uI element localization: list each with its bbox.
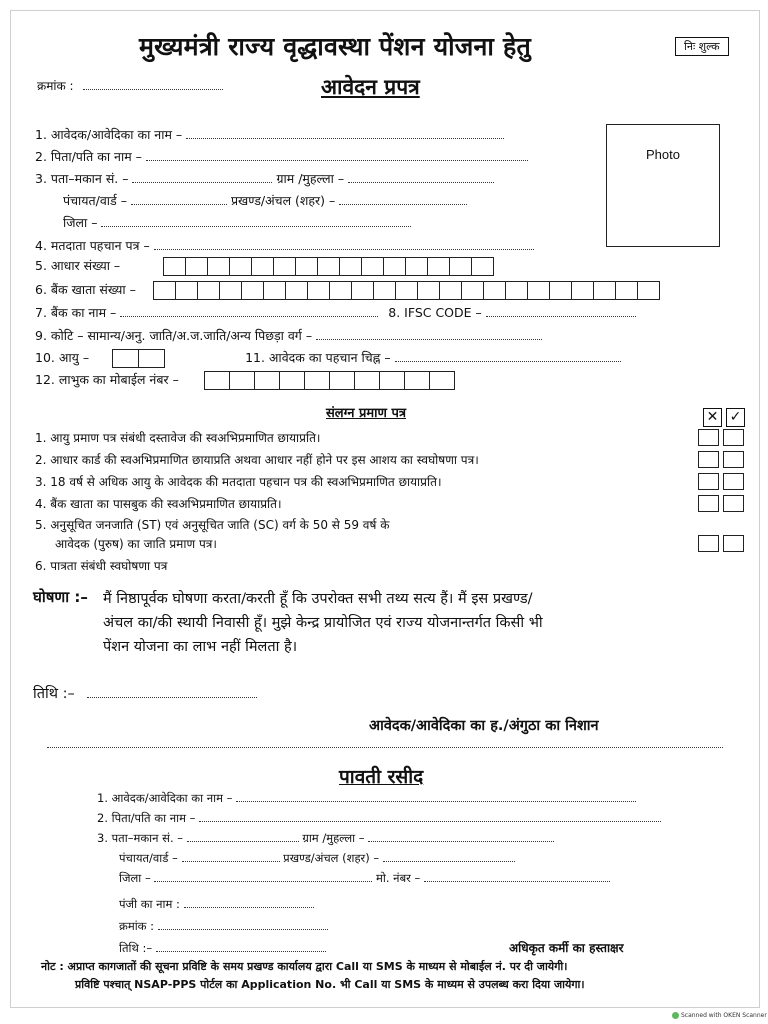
- address-line2[interactable]: [63, 192, 467, 209]
- register-field[interactable]: [119, 897, 314, 912]
- date-label: तिथि :–: [33, 686, 75, 702]
- attachment-item: 2. आधार कार्ड की स्वअभिप्रमाणित छायाप्रति अथवा आधार नहीं होने पर इस आशय का स्वघोषणा पत्र।: [35, 453, 479, 467]
- serial-field[interactable]: [37, 77, 223, 94]
- attachment-item: 4. बैंक खाता का पासबुक की स्वअभिप्रमाणित छायाप्रति।: [35, 497, 282, 511]
- scanner-watermark: [672, 1012, 767, 1019]
- mobile-label: 12. लाभुक का मोबाईल नंबर –: [35, 372, 179, 387]
- scanner-logo-icon: [672, 1012, 679, 1019]
- attachment-checkboxes[interactable]: [694, 471, 744, 490]
- father-husband-label: 2. पिता/पति का नाम –: [35, 149, 142, 164]
- aadhaar-boxes[interactable]: [164, 257, 494, 276]
- receipt-village-label: ग्राम /मुहल्ला –: [302, 831, 365, 845]
- authority-signature-label: अधिकृत कर्मी का हस्ताक्षर: [509, 941, 624, 955]
- receipt-mobile-label: मो. नंबर –: [376, 871, 421, 885]
- block-label: प्रखण्ड/अंचल (शहर) –: [230, 193, 336, 208]
- category-field[interactable]: [35, 327, 542, 344]
- checkbox[interactable]: [698, 451, 719, 468]
- photo-label: Photo: [646, 147, 680, 162]
- district-field[interactable]: [63, 214, 411, 231]
- checkbox[interactable]: [723, 535, 744, 552]
- cross-icon: ✕: [703, 408, 722, 427]
- receipt-father-label: 2. पिता/पति का नाम –: [97, 811, 196, 825]
- form-title: मुख्यमंत्री राज्य वृद्धावस्था पेंशन योजना हेतु: [139, 32, 531, 61]
- register-label: पंजी का नाम :: [119, 897, 180, 911]
- receipt-panchayat-label: पंचायत/वार्ड –: [119, 851, 178, 865]
- attachment-item-continued: आवेदक (पुरुष) का जाति प्रमाण पत्र।: [55, 537, 217, 551]
- checkbox[interactable]: [698, 473, 719, 490]
- bank-account-label: 6. बैंक खाता संख्या –: [35, 282, 136, 297]
- applicant-name-label: 1. आवेदक/आवेदिका का नाम –: [35, 127, 183, 142]
- receipt-address-line2[interactable]: [119, 851, 515, 866]
- declaration-line: पेंशन योजना का लाभ नहीं मिलता है।: [103, 639, 298, 655]
- attachment-checkboxes[interactable]: [694, 427, 744, 446]
- district-label: जिला –: [63, 215, 98, 230]
- serial-label: क्रमांक :: [37, 79, 74, 93]
- receipt-district-label: जिला –: [119, 871, 151, 885]
- free-badge: निः शुल्क: [675, 37, 729, 56]
- declaration-line: मैं निष्ठापूर्वक घोषणा करता/करती हूँ कि उपरोक्त सभी तथ्य सत्य हैं। मैं इस प्रखण्ड/: [103, 591, 533, 607]
- age-mark-row[interactable]: [35, 349, 621, 368]
- checkbox[interactable]: [698, 495, 719, 512]
- identity-mark-label: 11. आवेदक का पहचान चिह्न –: [245, 350, 391, 365]
- form-subtitle: आवेदन प्रपत्र: [321, 75, 420, 99]
- house-label: 3. पता–मकान सं. –: [35, 171, 129, 186]
- ifsc-label: 8. IFSC CODE –: [388, 305, 482, 320]
- application-form: [10, 10, 760, 1008]
- attachment-item: 6. पात्रता संबंधी स्वघोषणा पत्र: [35, 559, 168, 573]
- attachment-checkboxes[interactable]: [694, 449, 744, 468]
- attachment-mark-legend: [699, 406, 745, 427]
- date-field[interactable]: [33, 683, 257, 703]
- applicant-name-field[interactable]: [35, 126, 504, 143]
- bank-name-label: 7. बैंक का नाम –: [35, 305, 117, 320]
- receipt-address-line3[interactable]: [119, 871, 610, 886]
- bank-account-boxes[interactable]: [154, 281, 660, 300]
- attachment-checkboxes[interactable]: [694, 533, 744, 552]
- bank-account-field[interactable]: [35, 281, 660, 300]
- receipt-address-line1[interactable]: [97, 831, 554, 846]
- photo-box[interactable]: [606, 124, 720, 247]
- receipt-date-field[interactable]: [119, 941, 326, 956]
- scanner-text: Scanned with OKEN Scanner: [681, 1012, 767, 1019]
- village-label: ग्राम /मुहल्ला –: [276, 171, 345, 186]
- receipt-name-label: 1. आवेदक/आवेदिका का नाम –: [97, 791, 233, 805]
- checkbox[interactable]: [698, 535, 719, 552]
- attachment-item: 1. आयु प्रमाण पत्र संबंधी दस्तावेज की स्वअभिप्रमाणित छायाप्रति।: [35, 431, 321, 445]
- father-husband-field[interactable]: [35, 148, 528, 165]
- panchayat-label: पंचायत/वार्ड –: [63, 193, 127, 208]
- attachment-item: 3. 18 वर्ष से अधिक आयु के आवेदक की मतदाता पहचान पत्र की स्वअभिप्रमाणित छायाप्रति।: [35, 475, 442, 489]
- aadhaar-field[interactable]: [35, 257, 494, 276]
- receipt-name-field[interactable]: [97, 791, 636, 806]
- checkbox[interactable]: [723, 495, 744, 512]
- receipt-house-label: 3. पता–मकान सं. –: [97, 831, 184, 845]
- declaration-label: घोषणा :–: [33, 588, 88, 606]
- checkbox[interactable]: [723, 429, 744, 446]
- bank-name-ifsc-row[interactable]: [35, 304, 636, 321]
- voter-id-label: 4. मतदाता पहचान पत्र –: [35, 238, 150, 253]
- note-line: प्रविष्टि पश्चात् NSAP-PPS पोर्टल का Application No. भी Call या SMS के माध्यम से उपलब्ध करा दिया जायेगा।: [75, 978, 585, 991]
- declaration-line: अंचल का/की स्थायी निवासी हूँ। मुझे केन्द्र प्रायोजित एवं राज्य योजनान्तर्गत किसी भी: [103, 615, 543, 631]
- attachments-heading: संलग्न प्रमाण पत्र: [326, 406, 407, 421]
- receipt-serial-field[interactable]: [119, 919, 328, 934]
- checkbox[interactable]: [723, 473, 744, 490]
- receipt-date-label: तिथि :–: [119, 941, 153, 955]
- mobile-boxes[interactable]: [205, 371, 455, 390]
- category-label: 9. कोटि – सामान्य/अनु. जाति/अ.ज.जाति/अन्य पिछड़ा वर्ग –: [35, 328, 313, 343]
- receipt-father-field[interactable]: [97, 811, 661, 826]
- age-label: 10. आयु –: [35, 350, 90, 365]
- checkbox[interactable]: [698, 429, 719, 446]
- voter-id-field[interactable]: [35, 237, 534, 254]
- receipt-block-label: प्रखण्ड/अंचल (शहर) –: [283, 851, 380, 865]
- check-icon: ✓: [726, 408, 745, 427]
- note-line: नोट : अप्राप्त कागजातों की सूचना प्रविष्टि के समय प्रखण्ड कार्यालय द्वारा Call या SMS के माध्यम से मोबाईल नं. पर दी जायेगी।: [41, 960, 568, 973]
- aadhaar-label: 5. आधार संख्या –: [35, 258, 121, 273]
- cut-line: [47, 747, 723, 748]
- checkbox[interactable]: [723, 451, 744, 468]
- age-boxes[interactable]: [113, 349, 165, 368]
- receipt-serial-label: क्रमांक :: [119, 919, 155, 933]
- attachment-item: 5. अनुसूचित जनजाति (ST) एवं अनुसूचित जाति (SC) वर्ग के 50 से 59 वर्ष के: [35, 518, 390, 532]
- applicant-signature-label: आवेदक/आवेदिका का ह./अंगुठा का निशान: [369, 718, 599, 734]
- receipt-title: पावती रसीद: [339, 766, 424, 788]
- address-line1[interactable]: [35, 170, 494, 187]
- attachment-checkboxes[interactable]: [694, 493, 744, 512]
- mobile-field[interactable]: [35, 371, 455, 390]
